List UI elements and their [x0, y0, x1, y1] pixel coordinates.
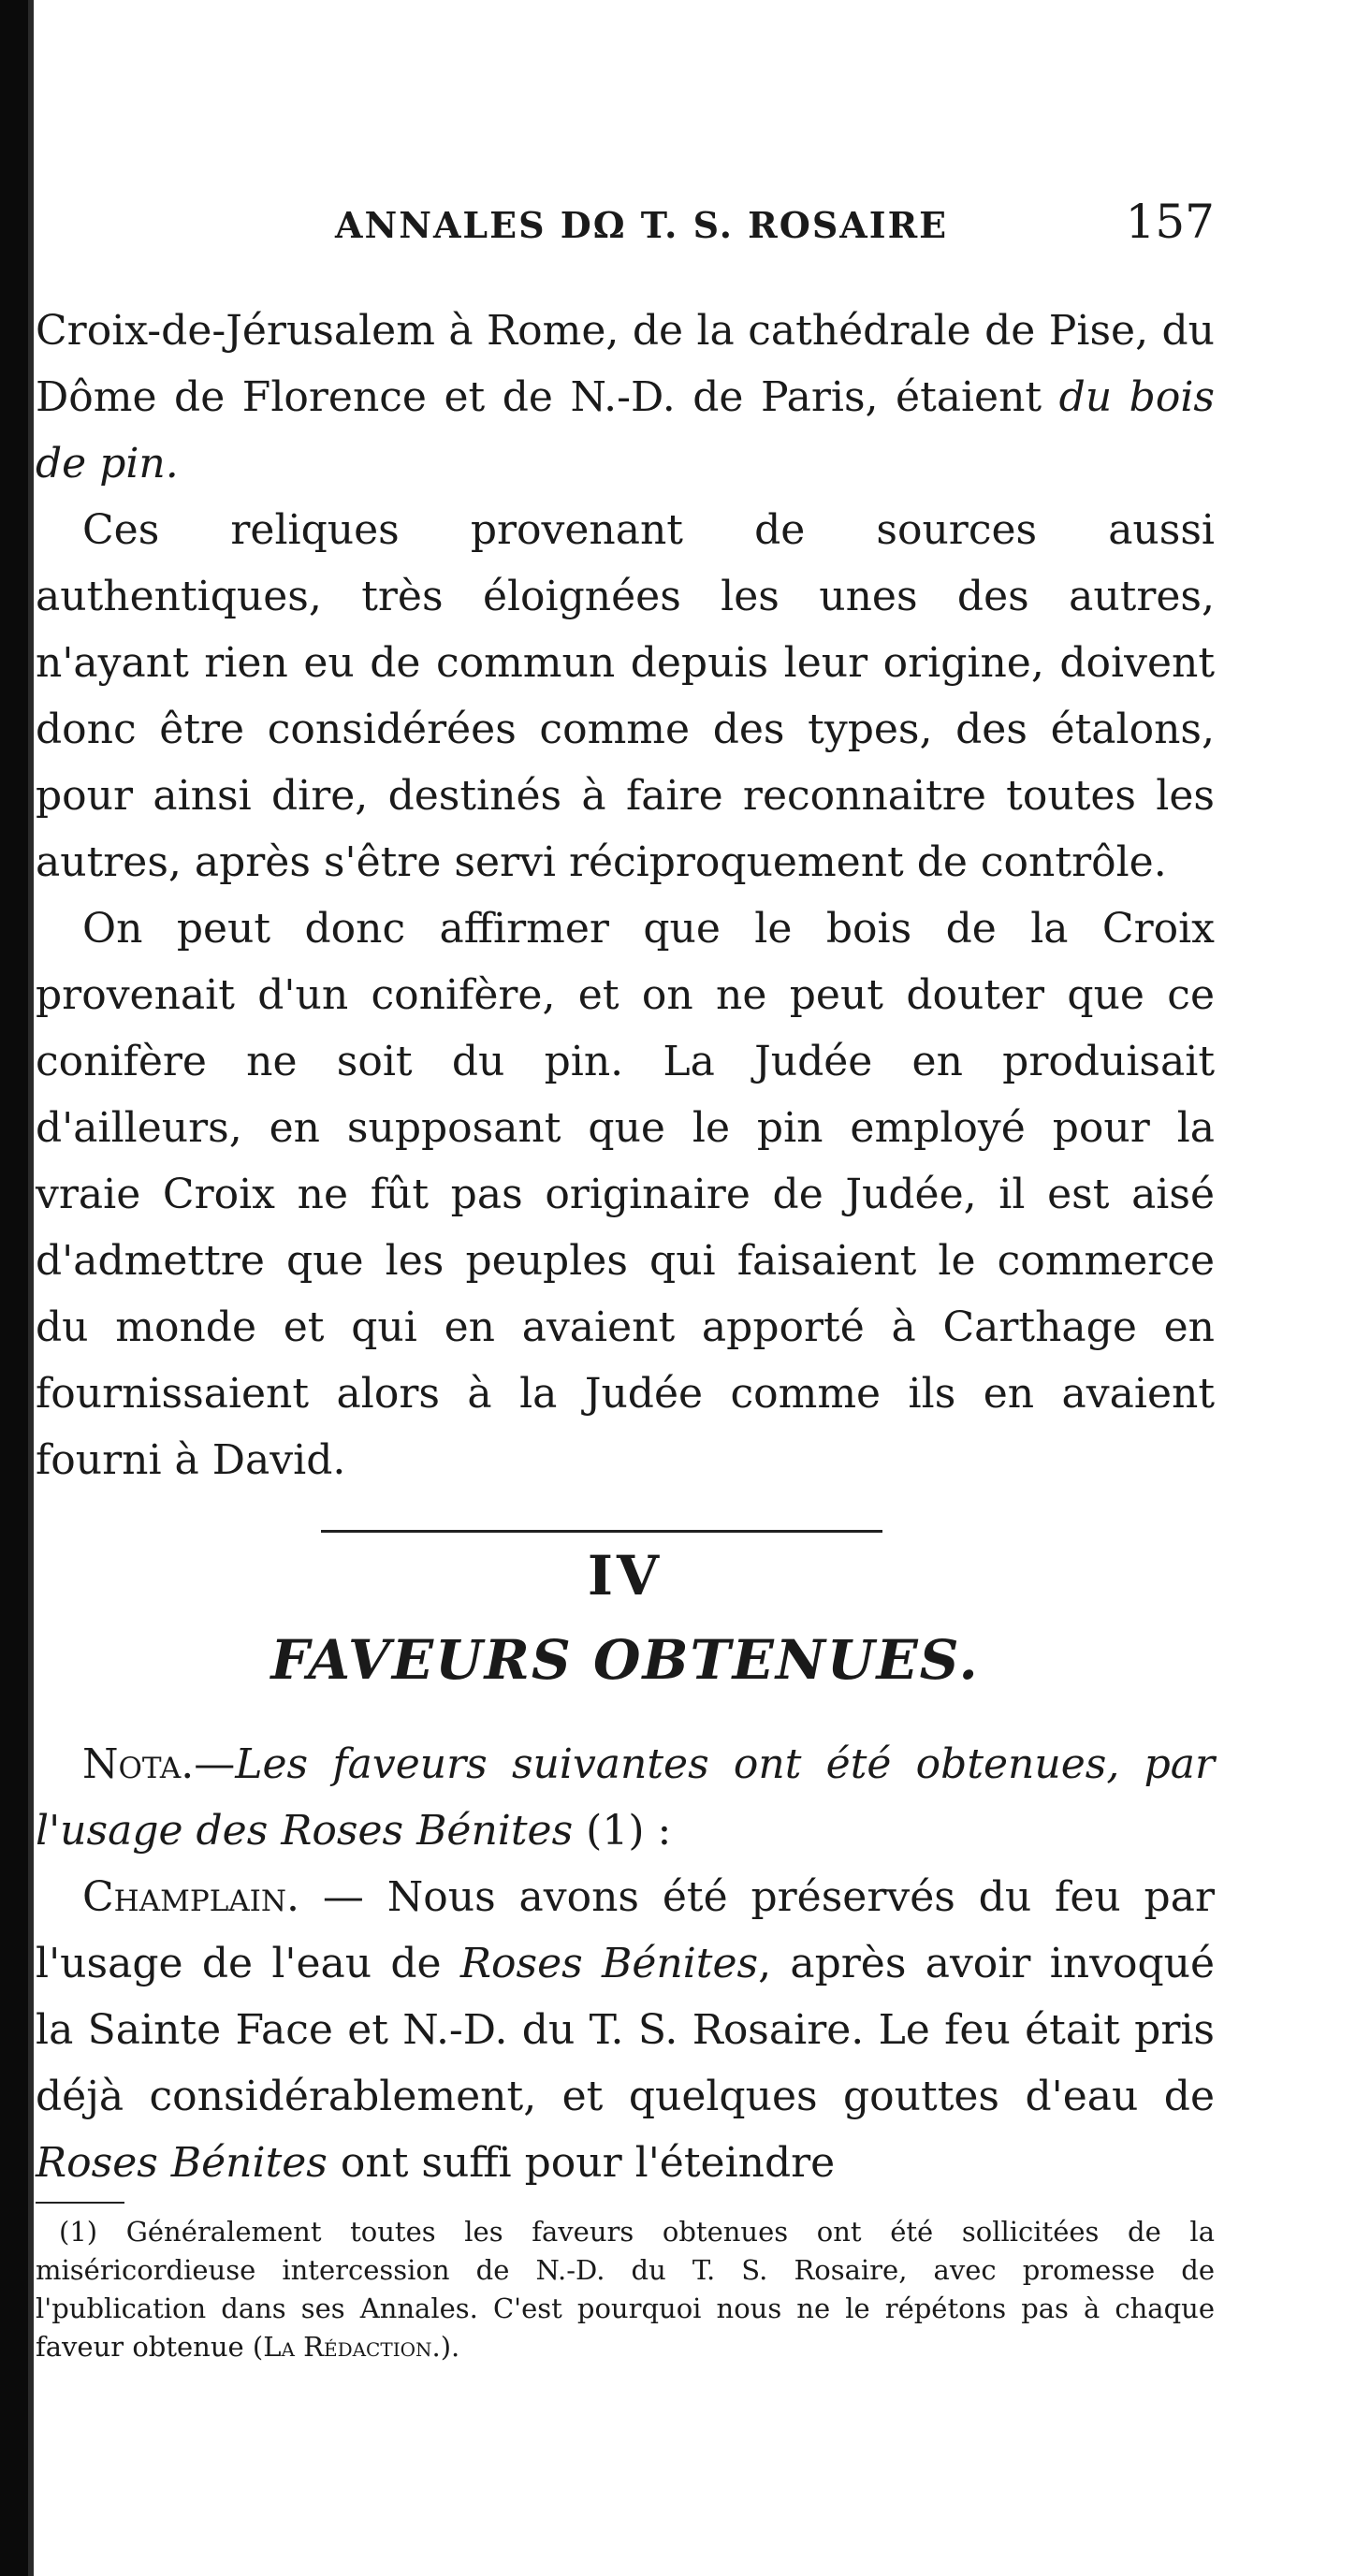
paragraph-3: On peut donc affirmer que le bois de la Croix provenait d'un conifère, et on ne peut douter que ce conifère ne soit du pin. La Judée en produisait d'ailleurs, en supposant que le pin employé pour la vraie Croix ne fût pas originaire de Judée, il est aisé d'admettre que les peuples qui faisaient le commerce du monde et qui en avaient apporté à Carthage en fournissaient alors à la Judée comme ils en avaient fourni à David. — [36, 905, 1215, 1484]
champlain-italic-2: Roses Bénites — [36, 2139, 328, 2187]
nota-text: Les faveurs suivantes ont été obtenues, par l'usage des Roses Bénites — [36, 1740, 1215, 1855]
favors-text — [36, 1731, 1215, 2196]
running-head — [36, 195, 1215, 260]
champlain-dash: — — [299, 1873, 387, 1921]
page-edge-shadow-inner — [28, 0, 34, 2576]
section-number: IV — [587, 1544, 663, 1608]
page-number: 157 — [1125, 195, 1215, 249]
footnote-text-a: (1) Généralement toutes les faveurs obtenues ont été sollicitées de la miséricordieuse intercession de N.-D. du T. S. Rosaire, avec promesse de l'publication dans ses Annales. C'est pourquoi nous ne le répétons pas à chaque faveur obtenue ( — [36, 2216, 1215, 2363]
section-divider — [321, 1530, 882, 1533]
paragraph-2: Ces reliques provenant de sources aussi authentiques, très éloignées les unes des autres, n'ayant rien eu de commun depuis leur origine, doivent donc être considérées comme des types, des étalons, pour ainsi dire, destinés à faire reconnaitre toutes les autres, après s'être servi réciproquement de contrôle. — [36, 506, 1215, 886]
running-title: ANNALES DΩ T. S. ROSAIRE — [335, 204, 949, 246]
nota-footnote-ref: (1) : — [573, 1807, 672, 1855]
footnote-text-b: .). — [431, 2331, 460, 2363]
paragraph-1 — [36, 298, 1215, 497]
page-edge-shadow — [0, 0, 28, 2576]
nota-dash: — — [194, 1740, 236, 1788]
footnote-signature: La Rédaction — [263, 2331, 432, 2363]
footnote — [36, 2213, 1215, 2366]
footnote-text — [36, 2213, 1215, 2366]
paragraph-1-text: Croix-de-Jérusalem à Rome, de la cathédrale de Pise, du Dôme de Florence et de N.-D. de Paris, étaient — [36, 307, 1215, 421]
paragraph-1-italic: du bois de pin. — [36, 373, 1215, 488]
champlain-text-3: ont suffi pour l'éteindre — [327, 2139, 836, 2187]
champlain-text-2: , après avoir invoqué la Sainte Face et N.-D. du T. S. Rosaire. Le feu était pris déjà considérablement, et quelques gouttes d'eau de — [36, 1940, 1216, 2120]
section-title: FAVEURS OBTENUES. — [270, 1628, 980, 1692]
body-text — [36, 298, 1215, 1493]
footnote-rule — [36, 2202, 124, 2204]
nota-paragraph — [36, 1731, 1215, 1864]
nota-label: Nota. — [82, 1740, 195, 1788]
champlain-italic-1: Roses Bénites — [459, 1940, 759, 1987]
champlain-text-1: Nous avons été préservés du feu par l'usage de l'eau de — [36, 1873, 1215, 1987]
champlain-label: Champlain. — [82, 1873, 300, 1921]
champlain-paragraph — [36, 1864, 1215, 2196]
